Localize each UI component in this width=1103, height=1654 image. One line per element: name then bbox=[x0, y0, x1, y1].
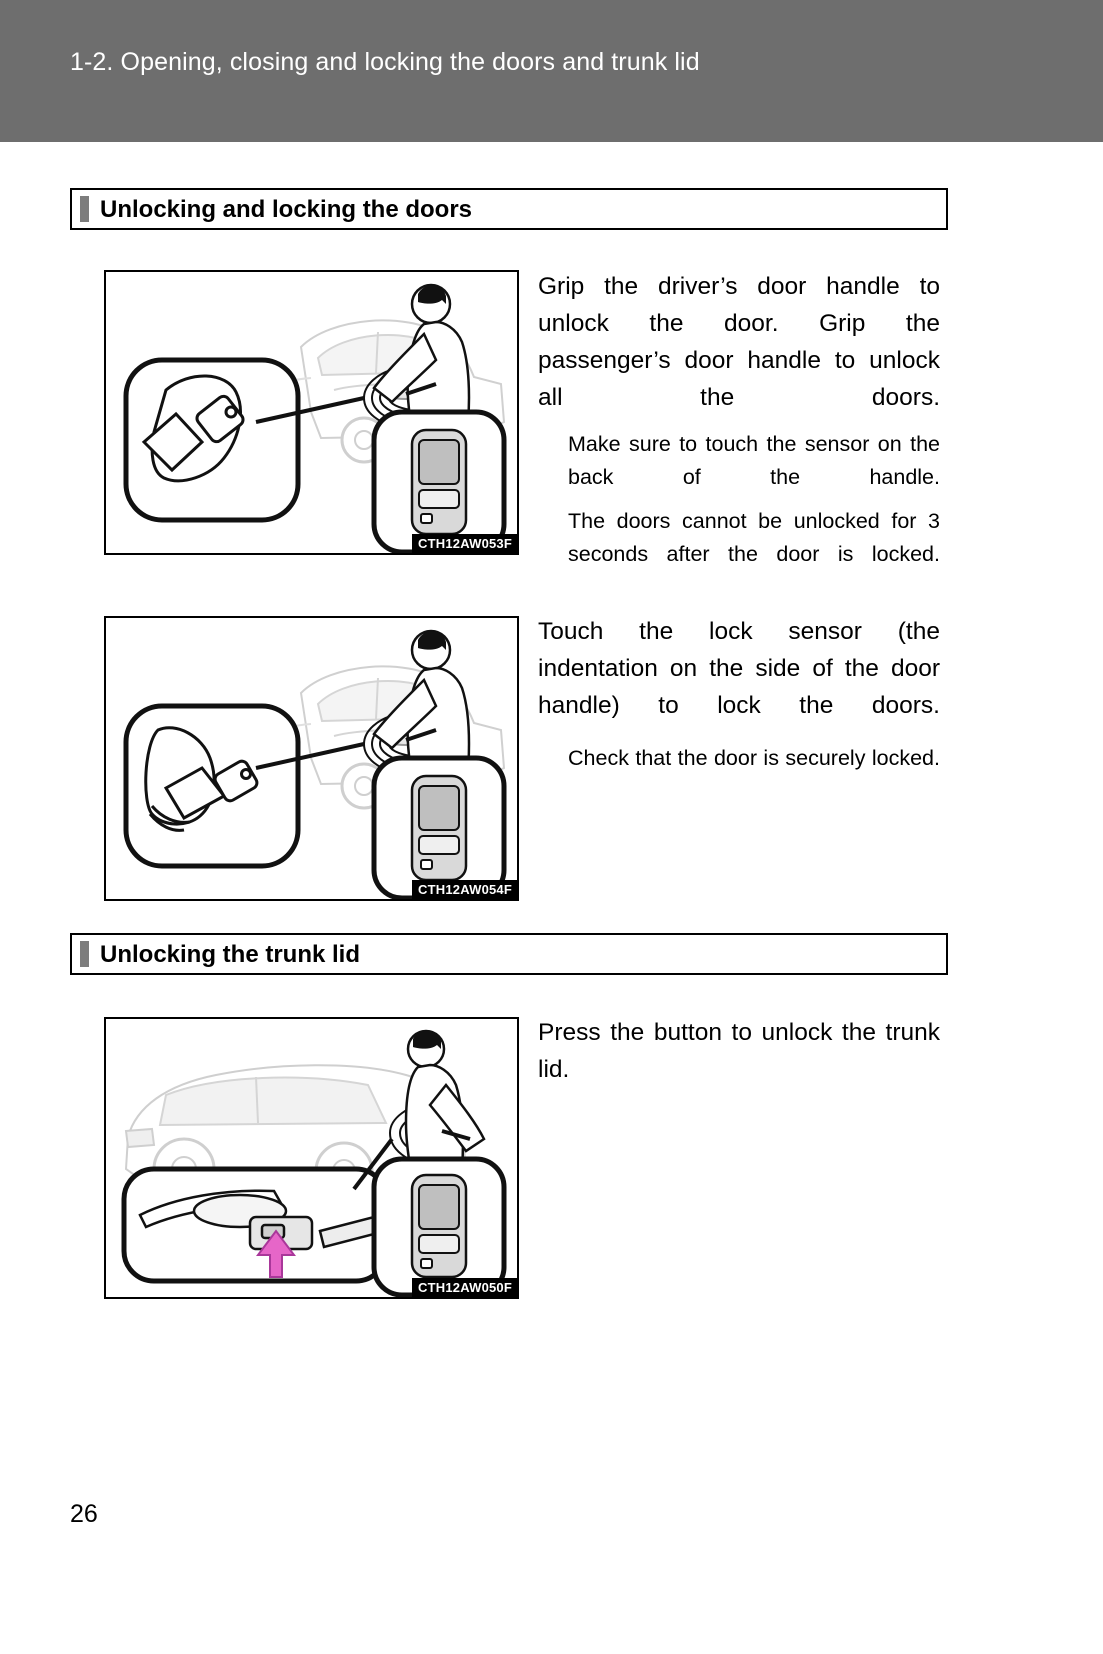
instruction-paragraph: Grip the driver’s door handle to unlock the door. Grip the passenger’s door handle to unlock all the doors. bbox=[538, 273, 940, 411]
figure-door-unlock bbox=[104, 270, 519, 555]
section-marker-icon bbox=[80, 941, 89, 967]
instruction-paragraph: Touch the lock sensor (the indentation on the side of the door handle) to lock the doors. bbox=[538, 618, 940, 719]
instruction-text-trunk-unlock bbox=[538, 1014, 940, 1125]
note-three-seconds bbox=[568, 505, 940, 604]
figure-trunk-unlock bbox=[104, 1017, 519, 1299]
instruction-paragraph: Press the button to unlock the trunk lid. bbox=[538, 1019, 940, 1083]
figure-code-label: CTH12AW053F bbox=[412, 534, 517, 553]
instruction-text-door-lock bbox=[538, 613, 940, 761]
page-number: 26 bbox=[70, 1500, 98, 1528]
section-heading-label: Unlocking the trunk lid bbox=[100, 941, 361, 968]
figure-code-label: CTH12AW050F bbox=[412, 1278, 517, 1297]
note-paragraph: The doors cannot be unlocked for 3 seconds after the door is locked. bbox=[568, 509, 940, 566]
section-heading-unlocking-trunk-lid bbox=[70, 933, 948, 975]
instruction-text-door-unlock bbox=[538, 268, 940, 453]
figure-door-unlock-illustration bbox=[106, 272, 517, 553]
note-paragraph: Make sure to touch the sensor on the back of the handle. bbox=[568, 432, 940, 489]
section-marker-icon bbox=[80, 196, 89, 222]
figure-door-lock-illustration bbox=[106, 618, 517, 899]
note-paragraph: Check that the door is securely locked. bbox=[568, 746, 940, 770]
section-heading-label: Unlocking and locking the doors bbox=[100, 196, 473, 223]
figure-trunk-unlock-illustration bbox=[106, 1019, 517, 1297]
figure-door-lock bbox=[104, 616, 519, 901]
note-securely-locked bbox=[568, 742, 940, 808]
figure-code-label: CTH12AW054F bbox=[412, 880, 517, 899]
page-header-title: 1-2. Opening, closing and locking the doors and trunk lid bbox=[70, 48, 700, 76]
section-heading-unlocking-locking-doors bbox=[70, 188, 948, 230]
